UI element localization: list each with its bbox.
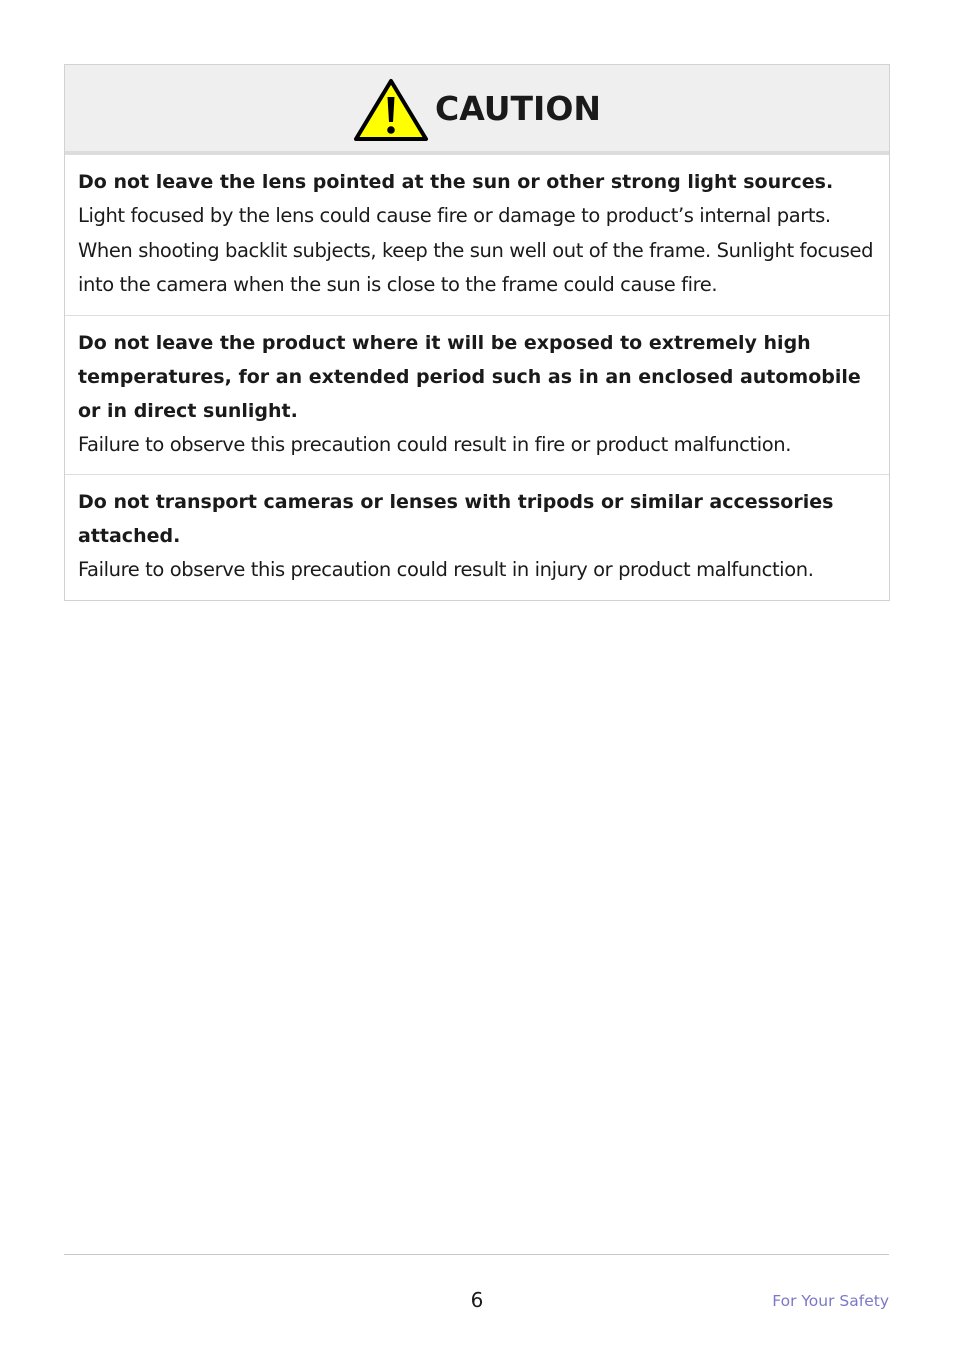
caution-box [64, 64, 890, 601]
footer-divider [64, 1254, 889, 1255]
caution-item-heading: Do not leave the lens pointed at the sun or other strong light sources. [78, 171, 834, 193]
page-number: 6 [470, 1288, 484, 1312]
caution-item-heading: Do not transport cameras or lenses with tripods or similar accessories attached. [78, 491, 834, 547]
caution-item [65, 474, 889, 600]
caution-item-body: Failure to observe this precaution could result in fire or product malfunction. [78, 432, 792, 456]
caution-item-body: Light focused by the lens could cause fire or damage to product’s internal parts. When shooting backlit subjects, keep the sun well out of the frame. Sunlight focused into the camera when the sun is close to the frame could cause fire. [78, 204, 874, 296]
caution-header [65, 65, 889, 154]
caution-item-heading: Do not leave the product where it will be exposed to extremely high temperatures, for an extended period such as in an enclosed automobile or in direct sunlight. [78, 331, 861, 422]
caution-item [65, 315, 889, 475]
caution-item-body: Failure to observe this precaution could result in injury or product malfunction. [78, 558, 814, 581]
caution-item [65, 154, 889, 315]
warning-triangle-icon [353, 78, 429, 142]
section-link[interactable]: For Your Safety [772, 1292, 889, 1310]
caution-title: CAUTION [435, 88, 601, 128]
